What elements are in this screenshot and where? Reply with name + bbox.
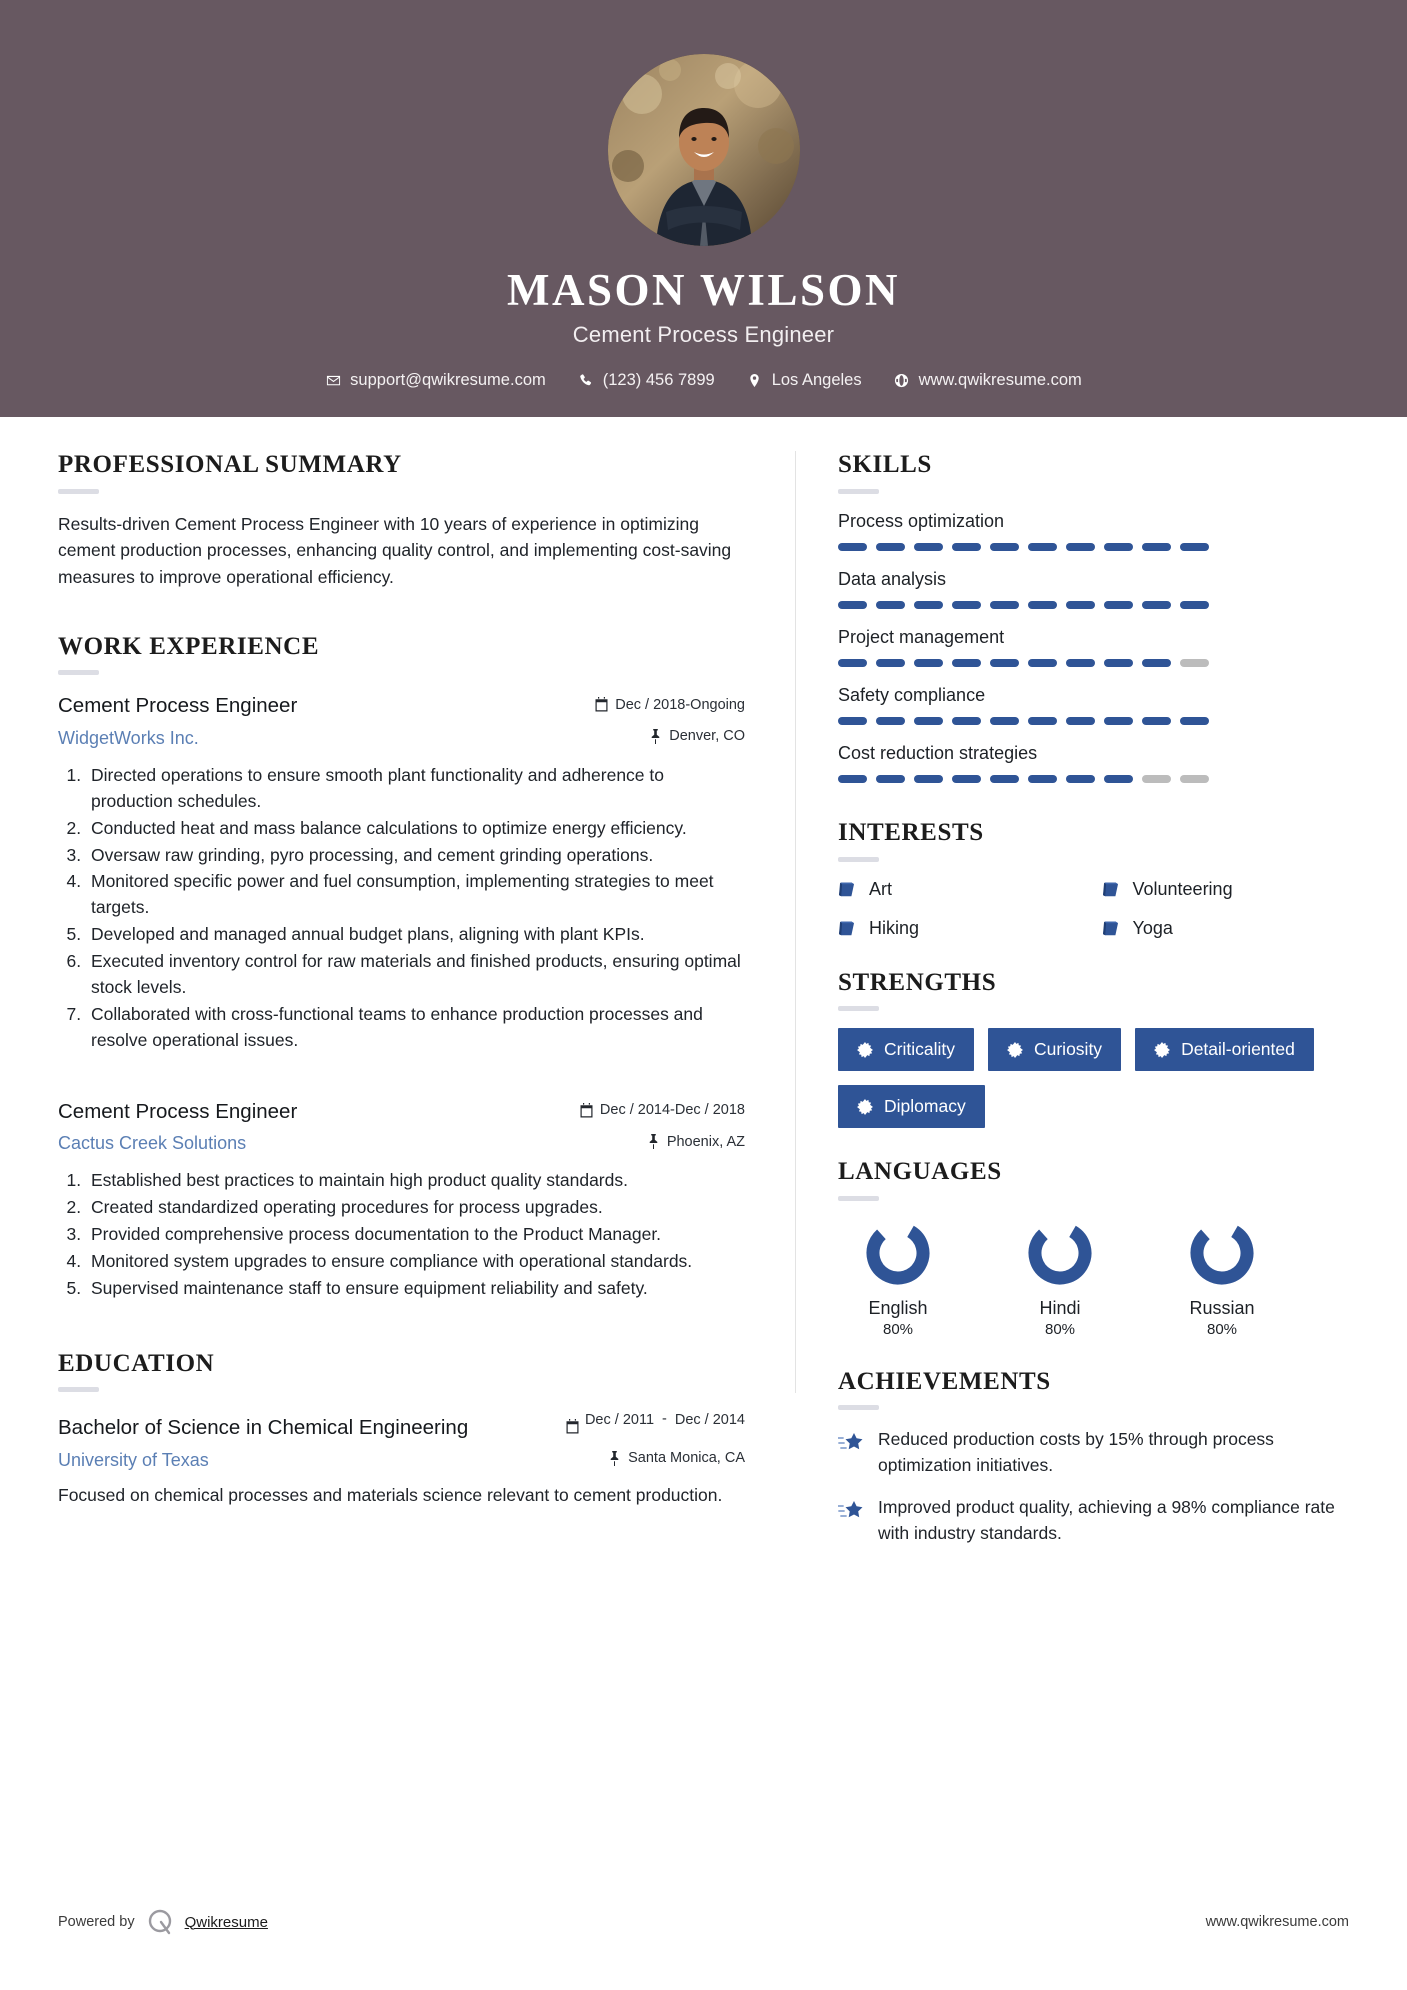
skill-dash xyxy=(952,543,981,551)
skill-dash xyxy=(1142,717,1171,725)
skill-dash xyxy=(914,601,943,609)
experience-dates-text: Dec / 2018-Ongoing xyxy=(615,696,745,713)
experience-role: Cement Process Engineer xyxy=(58,1099,298,1123)
experience-item xyxy=(58,692,745,1053)
language-gauge xyxy=(1025,1218,1095,1288)
education-location xyxy=(608,1446,745,1466)
skill-dash xyxy=(1028,775,1057,783)
list-item: 7. Collaborated with cross-functional teams to enhance production processes and resolve operational issues. xyxy=(86,1002,745,1054)
skill-level-bar xyxy=(838,601,1355,609)
language-percent: 80% xyxy=(1044,1320,1076,1338)
section-heading: PROFESSIONAL SUMMARY xyxy=(58,451,402,478)
skill-dash xyxy=(1028,717,1057,725)
section-skills xyxy=(838,451,1355,783)
experience-bullets xyxy=(58,1168,745,1301)
skill-dash xyxy=(1180,717,1209,725)
language-gauge xyxy=(863,1218,933,1288)
spacer xyxy=(58,591,745,633)
pin-icon xyxy=(647,1134,660,1149)
list-item: 2. Created standardized operating procedures for process upgrades. xyxy=(86,1195,745,1221)
skill-item xyxy=(838,685,1355,725)
contact-email-text: support@qwikresume.com xyxy=(350,370,546,389)
section-rule xyxy=(838,489,879,494)
envelope-icon xyxy=(325,372,341,388)
education-location-text: Santa Monica, CA xyxy=(628,1450,745,1467)
achievement-text: Improved product quality, achieving a 98% compliance rate with industry standards. xyxy=(878,1497,1335,1543)
section-heading: EDUCATION xyxy=(58,1349,215,1377)
skill-dash xyxy=(1180,659,1209,667)
achievement-text: Reduced production costs by 15% through process optimization initiatives. xyxy=(878,1429,1274,1476)
interest-item xyxy=(838,918,1092,939)
skill-dash xyxy=(914,543,943,551)
skill-dash xyxy=(952,775,981,783)
spacer xyxy=(838,1128,1355,1158)
skill-dash xyxy=(990,659,1019,667)
section-interests xyxy=(838,819,1355,939)
experience-location xyxy=(649,724,745,744)
section-heading: ACHIEVEMENTS xyxy=(838,1367,1051,1395)
section-languages xyxy=(838,1158,1355,1337)
footer-powered-label: Powered by xyxy=(58,1914,135,1930)
experience-company[interactable]: WidgetWorks Inc. xyxy=(58,727,199,748)
language-gauge xyxy=(1187,1218,1257,1288)
section-professional-summary xyxy=(58,451,745,591)
language-name: Russian xyxy=(1189,1298,1255,1318)
section-strengths xyxy=(838,969,1355,1129)
calendar-icon xyxy=(566,1419,579,1434)
summary-text: Results-driven Cement Process Engineer with 10 years of experience in optimizing cement production processes, enhancing quality control, and implementing cost-saving measures to improve operational efficiency. xyxy=(58,513,732,587)
globe-icon xyxy=(894,372,910,388)
interest-item xyxy=(838,879,1092,900)
skill-item xyxy=(838,743,1355,783)
skill-dash xyxy=(914,659,943,667)
skill-dash xyxy=(1066,543,1095,551)
skill-level-bar xyxy=(838,659,1355,667)
skill-dash xyxy=(1104,717,1133,725)
strength-chip xyxy=(1135,1028,1314,1071)
contact-email[interactable] xyxy=(309,371,562,390)
education-description: Focused on chemical processes and materials science relevant to cement production. xyxy=(58,1484,723,1505)
contact-row xyxy=(309,371,1098,390)
contact-website-text: www.qwikresume.com xyxy=(918,370,1082,389)
section-rule xyxy=(838,1196,879,1201)
section-rule xyxy=(838,1006,879,1011)
footer-brand-link[interactable]: Qwikresume xyxy=(184,1913,268,1931)
skill-dash xyxy=(990,601,1019,609)
shooting-star-icon xyxy=(838,1499,864,1523)
skill-dash xyxy=(990,775,1019,783)
skill-dash xyxy=(876,543,905,551)
experience-subheader xyxy=(58,1130,745,1155)
strength-chip xyxy=(838,1085,985,1128)
strength-label: Detail-oriented xyxy=(1181,1039,1295,1060)
languages-list xyxy=(838,1218,1355,1338)
achievement-item xyxy=(838,1495,1355,1547)
book-icon xyxy=(838,880,857,899)
skill-level-bar xyxy=(838,717,1355,725)
contact-phone[interactable] xyxy=(562,371,731,390)
strength-label: Criticality xyxy=(884,1039,955,1060)
skill-label: Project management xyxy=(838,626,1005,647)
list-item: 5. Supervised maintenance staff to ensure equipment reliability and safety. xyxy=(86,1276,745,1302)
skill-item xyxy=(838,511,1355,551)
language-item xyxy=(1162,1218,1282,1338)
contact-location xyxy=(731,371,878,390)
experience-location xyxy=(647,1130,745,1150)
list-item: 4. Monitored system upgrades to ensure compliance with operational standards. xyxy=(86,1249,745,1275)
education-school[interactable]: University of Texas xyxy=(58,1449,209,1470)
experience-dates-text: Dec / 2014-Dec / 2018 xyxy=(599,1102,745,1119)
strength-chip xyxy=(838,1028,974,1071)
experience-company[interactable]: Cactus Creek Solutions xyxy=(58,1133,247,1154)
footer-website[interactable]: www.qwikresume.com xyxy=(1205,1914,1349,1930)
experience-subheader xyxy=(58,724,745,749)
section-heading: SKILLS xyxy=(838,451,932,478)
skill-dash xyxy=(838,717,867,725)
interest-item xyxy=(1102,879,1356,900)
achievement-item xyxy=(838,1427,1355,1479)
section-heading: WORK EXPERIENCE xyxy=(58,632,320,660)
interest-item xyxy=(1102,918,1356,939)
skill-dash xyxy=(1104,601,1133,609)
section-rule xyxy=(58,489,99,494)
section-work-experience xyxy=(58,633,745,1302)
skill-dash xyxy=(914,775,943,783)
skill-dash xyxy=(1104,775,1133,783)
skill-dash xyxy=(1104,543,1133,551)
skill-dash xyxy=(1180,775,1209,783)
education-dates xyxy=(566,1409,745,1434)
phone-icon xyxy=(578,372,594,388)
skill-dash xyxy=(876,659,905,667)
pin-icon xyxy=(608,1451,621,1466)
language-item xyxy=(838,1218,958,1338)
interest-label: Yoga xyxy=(1132,917,1173,938)
skill-dash xyxy=(1142,543,1171,551)
experience-dates xyxy=(595,693,745,713)
strengths-list xyxy=(838,1028,1355,1128)
experience-dates xyxy=(580,1098,745,1118)
education-date-end: Dec / 2014 xyxy=(674,1412,745,1429)
skill-dash xyxy=(838,601,867,609)
language-name: Hindi xyxy=(1039,1298,1081,1318)
starburst-icon xyxy=(1007,1042,1023,1058)
spacer xyxy=(58,1308,745,1350)
skill-dash xyxy=(876,601,905,609)
interest-label: Hiking xyxy=(869,917,920,938)
language-percent: 80% xyxy=(1206,1320,1238,1338)
book-icon xyxy=(838,919,857,938)
section-rule xyxy=(58,670,99,675)
skill-dash xyxy=(1028,601,1057,609)
contact-phone-text: (123) 456 7899 xyxy=(602,370,715,389)
skill-label: Data analysis xyxy=(838,568,947,589)
experience-role: Cement Process Engineer xyxy=(58,694,298,718)
skill-dash xyxy=(1142,659,1171,667)
skill-dash xyxy=(1028,543,1057,551)
contact-location-text: Los Angeles xyxy=(771,370,862,389)
section-rule xyxy=(838,1405,879,1410)
experience-bullets xyxy=(58,763,745,1054)
spacer xyxy=(838,801,1355,819)
language-name: English xyxy=(868,1298,928,1318)
experience-header xyxy=(58,1098,745,1125)
starburst-icon xyxy=(1154,1042,1170,1058)
book-icon xyxy=(1102,880,1121,899)
skill-dash xyxy=(1142,775,1171,783)
skill-dash xyxy=(1180,543,1209,551)
starburst-icon xyxy=(857,1042,873,1058)
skill-dash xyxy=(1066,717,1095,725)
section-heading: INTERESTS xyxy=(838,818,984,846)
section-achievements xyxy=(838,1368,1355,1547)
skill-dash xyxy=(990,717,1019,725)
experience-location-text: Phoenix, AZ xyxy=(666,1133,745,1150)
education-date-start: Dec / 2011 xyxy=(584,1412,655,1429)
skill-level-bar xyxy=(838,543,1355,551)
skill-dash xyxy=(838,543,867,551)
language-percent: 80% xyxy=(882,1320,914,1338)
skill-label: Safety compliance xyxy=(838,684,986,705)
skill-dash xyxy=(1104,659,1133,667)
qwikresume-logo-icon xyxy=(146,1908,174,1936)
skill-dash xyxy=(1066,659,1095,667)
interest-label: Volunteering xyxy=(1132,878,1233,899)
pin-icon xyxy=(649,729,662,744)
interest-label: Art xyxy=(869,878,893,899)
job-title-subtitle: Cement Process Engineer xyxy=(572,321,835,347)
strength-label: Curiosity xyxy=(1033,1039,1103,1060)
skill-dash xyxy=(838,659,867,667)
list-item: 2. Conducted heat and mass balance calculations to optimize energy efficiency. xyxy=(86,816,745,842)
section-heading: LANGUAGES xyxy=(838,1158,1002,1186)
skill-label: Cost reduction strategies xyxy=(838,742,1038,763)
section-heading: STRENGTHS xyxy=(838,968,997,996)
experience-item xyxy=(58,1098,745,1302)
skill-dash xyxy=(838,775,867,783)
list-item: 3. Oversaw raw grinding, pyro processing, and cement grinding operations. xyxy=(86,843,745,869)
contact-website[interactable] xyxy=(878,371,1098,390)
right-column xyxy=(796,417,1407,1563)
education-header xyxy=(58,1409,745,1441)
avatar xyxy=(608,54,800,246)
skill-dash xyxy=(1180,601,1209,609)
experience-header xyxy=(58,692,745,719)
section-education xyxy=(58,1350,745,1509)
book-icon xyxy=(1102,919,1121,938)
skill-dash xyxy=(1028,659,1057,667)
list-item: 3. Provided comprehensive process documentation to the Product Manager. xyxy=(86,1222,745,1248)
list-item: 5. Developed and managed annual budget plans, aligning with plant KPIs. xyxy=(86,922,745,948)
skill-dash xyxy=(952,659,981,667)
list-item: 1. Directed operations to ensure smooth plant functionality and adherence to production schedules. xyxy=(86,763,745,815)
list-item: 4. Monitored specific power and fuel consumption, implementing strategies to meet targets. xyxy=(86,869,745,921)
education-date-separator: - xyxy=(662,1411,667,1428)
page-title: MASON WILSON xyxy=(507,265,900,315)
skill-dash xyxy=(990,543,1019,551)
spacer xyxy=(58,1060,745,1098)
section-rule xyxy=(838,857,879,862)
skill-item xyxy=(838,569,1355,609)
skill-dash xyxy=(1142,601,1171,609)
section-rule xyxy=(58,1387,99,1392)
skill-label: Process optimization xyxy=(838,510,1005,531)
list-item: 1. Established best practices to maintain high product quality standards. xyxy=(86,1168,745,1194)
experience-location-text: Denver, CO xyxy=(669,728,745,745)
footer xyxy=(0,1884,1407,1990)
map-pin-icon xyxy=(747,372,763,388)
left-column xyxy=(0,417,795,1563)
calendar-icon xyxy=(595,697,608,712)
shooting-star-icon xyxy=(838,1431,864,1455)
skill-dash xyxy=(952,601,981,609)
spacer xyxy=(838,1338,1355,1368)
strength-label: Diplomacy xyxy=(884,1096,966,1117)
resume-body xyxy=(0,417,1407,1563)
skill-item xyxy=(838,627,1355,667)
skill-dash xyxy=(876,775,905,783)
skill-dash xyxy=(876,717,905,725)
skill-level-bar xyxy=(838,775,1355,783)
skill-dash xyxy=(914,717,943,725)
interests-grid xyxy=(838,879,1355,939)
language-item xyxy=(1000,1218,1120,1338)
education-degree: Bachelor of Science in Chemical Engineering xyxy=(58,1416,469,1440)
footer-powered-by xyxy=(58,1908,268,1936)
list-item: 6. Executed inventory control for raw materials and finished products, ensuring optimal stock levels. xyxy=(86,949,745,1001)
starburst-icon xyxy=(857,1099,873,1115)
calendar-icon xyxy=(580,1103,593,1118)
skill-dash xyxy=(952,717,981,725)
education-subheader xyxy=(58,1446,745,1471)
skill-dash xyxy=(1066,775,1095,783)
strength-chip xyxy=(988,1028,1121,1071)
spacer xyxy=(838,939,1355,969)
resume-header xyxy=(0,0,1407,417)
skill-dash xyxy=(1066,601,1095,609)
